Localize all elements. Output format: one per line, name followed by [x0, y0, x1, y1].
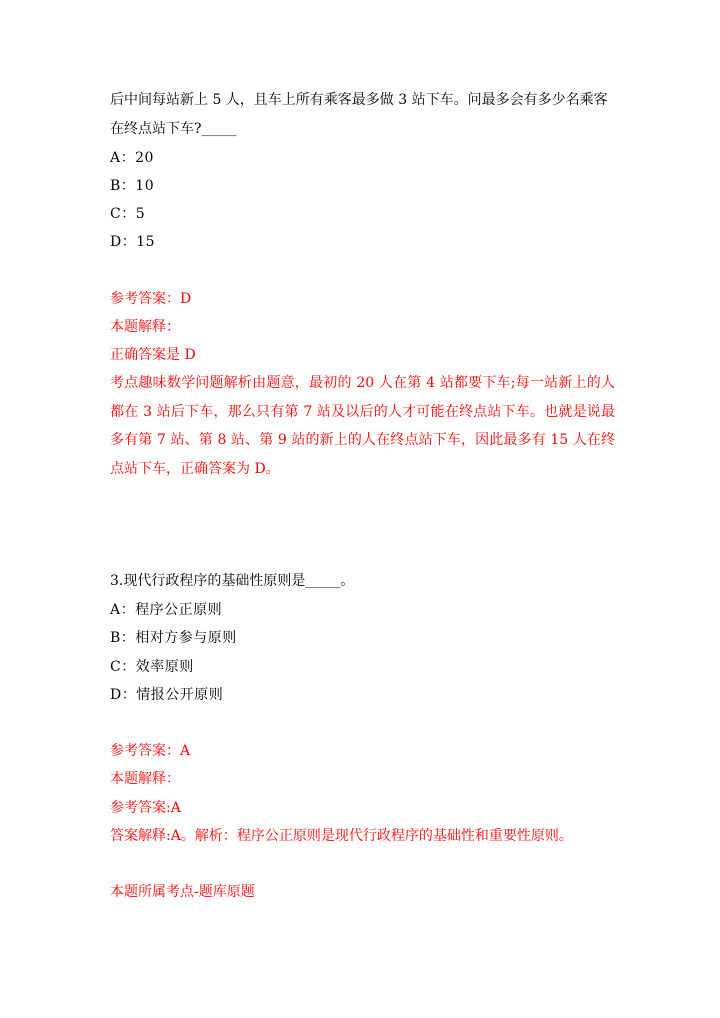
question-stem: 3.现代行政程序的基础性原则是_____。	[110, 573, 355, 589]
option-a: A：20	[110, 150, 154, 166]
explanation-label: 本题解释：	[110, 771, 180, 787]
option-b: B：10	[110, 178, 155, 194]
explanation-label: 本题解释：	[110, 319, 180, 335]
option-b: B：相对方参与原则	[110, 630, 237, 646]
option-c: C：5	[110, 206, 146, 222]
explanation-text: 答案解释:A。解析：程序公正原则是现代行政程序的基础性和重要性原则。	[110, 828, 573, 844]
explanation-text: 考点趣味数学问题解析由题意，最初的 20 人在第 4 站都要下车;每一站新上的人都在 3 站后下车，那么只有第 7 站及以后的人才可能在终点站下车。也就是说最多有第 7 站、第 8 站、第 9 站的新上的人在终点站下车，因此最多有 15 人在终点站下车，正确答案为 D。	[110, 375, 615, 477]
topic-footer: 本题所属考点-题库原题	[110, 884, 255, 900]
option-d: D：情报公开原则	[110, 687, 224, 703]
option-d: D：15	[110, 234, 156, 250]
correct-answer: 正确答案是 D	[110, 347, 196, 363]
option-c: C：效率原则	[110, 659, 194, 675]
answer-label: 参考答案：D	[110, 291, 192, 307]
option-a: A：程序公正原则	[110, 602, 223, 618]
question-stem: 后中间每站新上 5 人，且车上所有乘客最多做 3 站下车。问最多会有多少名乘客在终点站下车?_____	[110, 92, 608, 137]
correct-answer: 参考答案:A	[110, 800, 181, 816]
answer-label: 参考答案：A	[110, 743, 191, 759]
